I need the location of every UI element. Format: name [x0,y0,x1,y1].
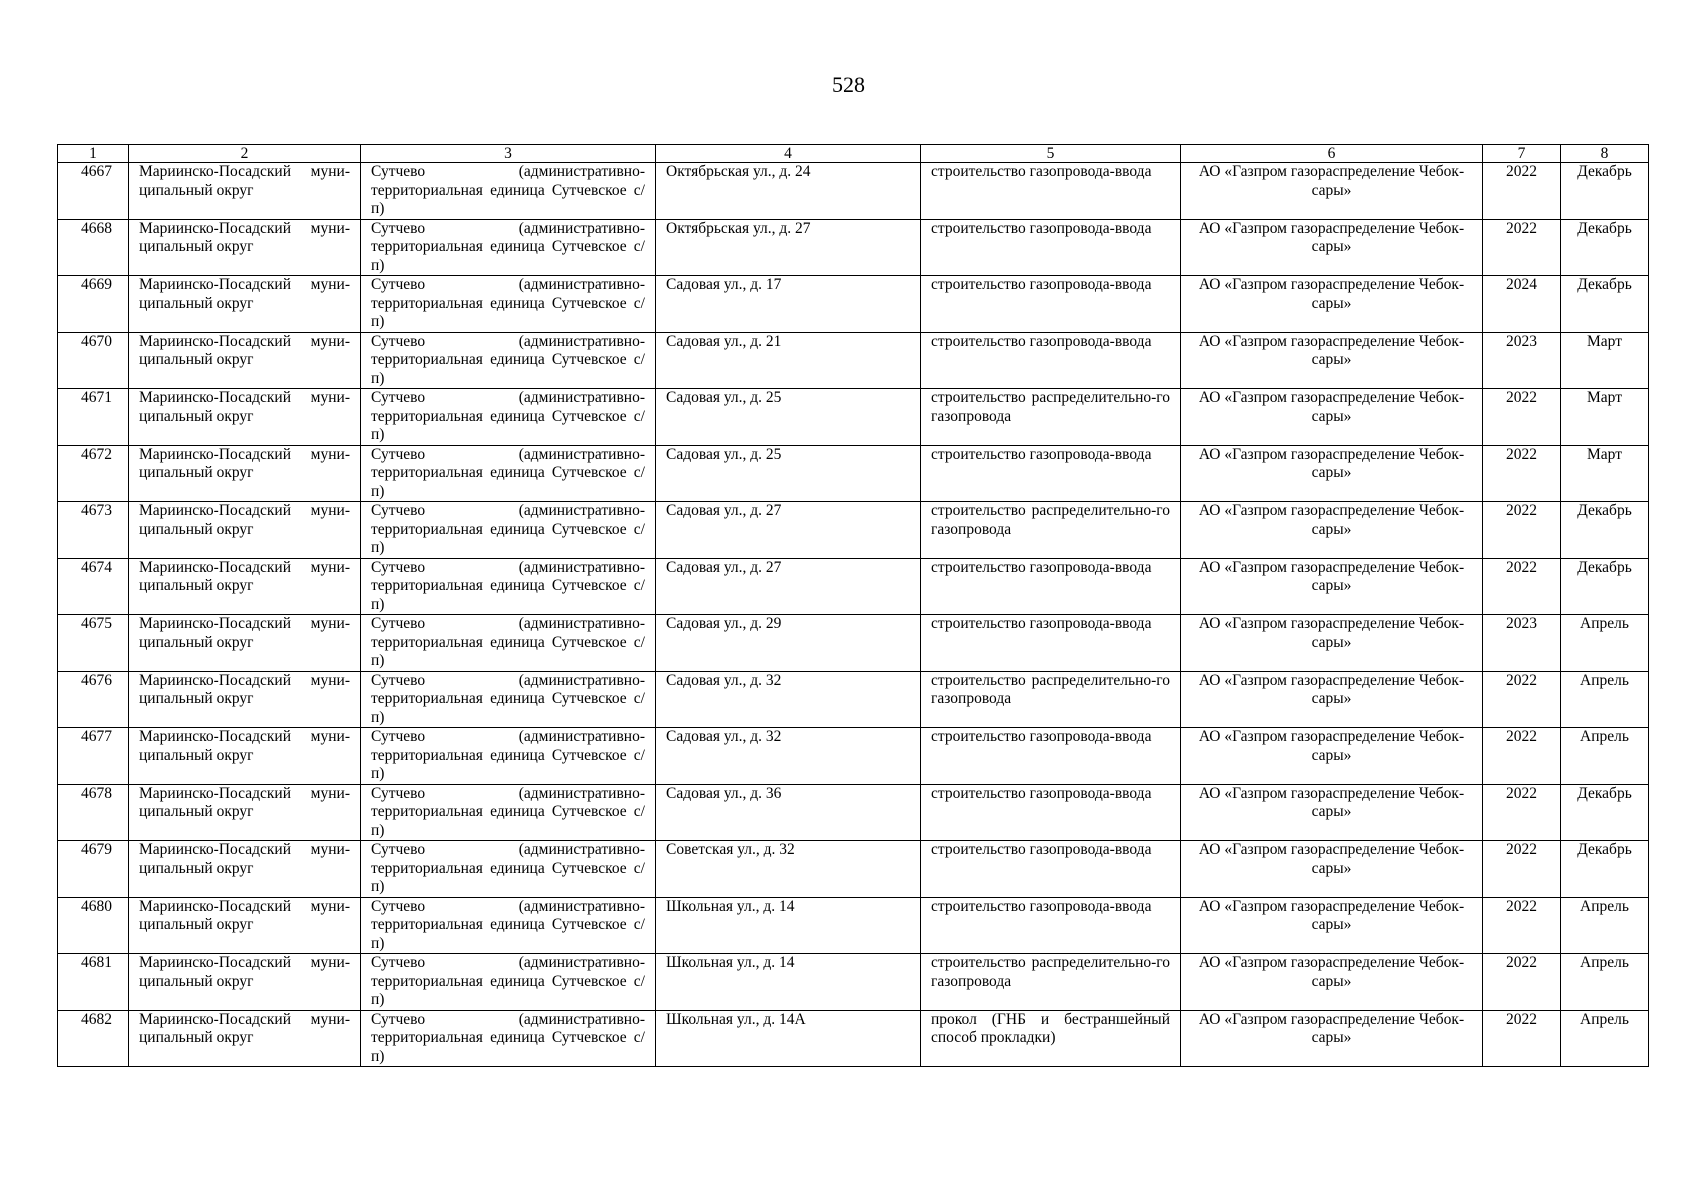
district-cell: Мариинско-Посадский муни-ципальный округ [129,841,361,898]
organization-cell: АО «Газпром газораспределение Чебок-сары» [1181,389,1483,446]
work-type-cell: строительство распределительно-го газопровода [921,389,1181,446]
settlement-cell: Сутчево (административно-территориальная единица Сутчевское с/п) [361,671,656,728]
address-cell: Школьная ул., д. 14А [656,1010,921,1067]
header-col-1: 1 [58,145,129,163]
settlement-cell: Сутчево (административно-территориальная единица Сутчевское с/п) [361,276,656,333]
header-col-4: 4 [656,145,921,163]
month-cell: Декабрь [1561,276,1649,333]
table-row [58,502,1649,559]
district-cell: Мариинско-Посадский муни-ципальный округ [129,728,361,785]
row-number: 4673 [58,502,129,559]
month-cell: Декабрь [1561,219,1649,276]
address-cell: Школьная ул., д. 14 [656,954,921,1011]
year-cell: 2023 [1483,332,1561,389]
work-type-cell: строительство газопровода-ввода [921,558,1181,615]
organization-cell: АО «Газпром газораспределение Чебок-сары» [1181,163,1483,220]
row-number: 4675 [58,615,129,672]
header-col-2: 2 [129,145,361,163]
organization-cell: АО «Газпром газораспределение Чебок-сары» [1181,615,1483,672]
settlement-cell: Сутчево (административно-территориальная единица Сутчевское с/п) [361,163,656,220]
address-cell: Садовая ул., д. 27 [656,502,921,559]
row-number: 4672 [58,445,129,502]
month-cell: Апрель [1561,671,1649,728]
year-cell: 2022 [1483,389,1561,446]
row-number: 4667 [58,163,129,220]
address-cell: Садовая ул., д. 32 [656,671,921,728]
row-number: 4674 [58,558,129,615]
settlement-cell: Сутчево (административно-территориальная единица Сутчевское с/п) [361,502,656,559]
district-cell: Мариинско-Посадский муни-ципальный округ [129,954,361,1011]
settlement-cell: Сутчево (административно-территориальная единица Сутчевское с/п) [361,615,656,672]
table-row [58,558,1649,615]
year-cell: 2022 [1483,1010,1561,1067]
header-col-7: 7 [1483,145,1561,163]
year-cell: 2022 [1483,445,1561,502]
settlement-cell: Сутчево (административно-территориальная единица Сутчевское с/п) [361,728,656,785]
row-number: 4679 [58,841,129,898]
table-row [58,219,1649,276]
row-number: 4670 [58,332,129,389]
row-number: 4671 [58,389,129,446]
header-col-5: 5 [921,145,1181,163]
year-cell: 2022 [1483,502,1561,559]
month-cell: Апрель [1561,728,1649,785]
work-type-cell: строительство газопровода-ввода [921,615,1181,672]
settlement-cell: Сутчево (административно-территориальная единица Сутчевское с/п) [361,784,656,841]
row-number: 4682 [58,1010,129,1067]
work-type-cell: строительство газопровода-ввода [921,784,1181,841]
month-cell: Март [1561,332,1649,389]
address-cell: Садовая ул., д. 27 [656,558,921,615]
year-cell: 2022 [1483,897,1561,954]
district-cell: Мариинско-Посадский муни-ципальный округ [129,558,361,615]
organization-cell: АО «Газпром газораспределение Чебок-сары» [1181,1010,1483,1067]
row-number: 4676 [58,671,129,728]
address-cell: Октябрьская ул., д. 27 [656,219,921,276]
month-cell: Март [1561,445,1649,502]
address-cell: Садовая ул., д. 36 [656,784,921,841]
table-row [58,728,1649,785]
organization-cell: АО «Газпром газораспределение Чебок-сары» [1181,332,1483,389]
work-type-cell: строительство газопровода-ввода [921,445,1181,502]
work-type-cell: прокол (ГНБ и бестраншейный способ прокладки) [921,1010,1181,1067]
table-row [58,332,1649,389]
gas-works-table [57,144,1649,1067]
organization-cell: АО «Газпром газораспределение Чебок-сары» [1181,728,1483,785]
settlement-cell: Сутчево (административно-территориальная единица Сутчевское с/п) [361,445,656,502]
table-row [58,615,1649,672]
month-cell: Апрель [1561,897,1649,954]
work-type-cell: строительство газопровода-ввода [921,163,1181,220]
table-row [58,1010,1649,1067]
month-cell: Декабрь [1561,163,1649,220]
header-col-6: 6 [1181,145,1483,163]
table-row [58,445,1649,502]
work-type-cell: строительство газопровода-ввода [921,219,1181,276]
work-type-cell: строительство газопровода-ввода [921,897,1181,954]
year-cell: 2022 [1483,728,1561,785]
row-number: 4680 [58,897,129,954]
district-cell: Мариинско-Посадский муни-ципальный округ [129,332,361,389]
header-col-3: 3 [361,145,656,163]
table-row [58,784,1649,841]
work-type-cell: строительство газопровода-ввода [921,841,1181,898]
settlement-cell: Сутчево (административно-территориальная единица Сутчевское с/п) [361,219,656,276]
month-cell: Апрель [1561,1010,1649,1067]
address-cell: Садовая ул., д. 32 [656,728,921,785]
year-cell: 2022 [1483,558,1561,615]
page-number: 528 [832,72,865,97]
table-row [58,841,1649,898]
year-cell: 2022 [1483,954,1561,1011]
row-number: 4669 [58,276,129,333]
year-cell: 2024 [1483,276,1561,333]
district-cell: Мариинско-Посадский муни-ципальный округ [129,784,361,841]
year-cell: 2022 [1483,219,1561,276]
settlement-cell: Сутчево (административно-территориальная единица Сутчевское с/п) [361,558,656,615]
year-cell: 2022 [1483,784,1561,841]
address-cell: Советская ул., д. 32 [656,841,921,898]
year-cell: 2022 [1483,841,1561,898]
organization-cell: АО «Газпром газораспределение Чебок-сары» [1181,276,1483,333]
table-row [58,671,1649,728]
address-cell: Садовая ул., д. 17 [656,276,921,333]
month-cell: Декабрь [1561,558,1649,615]
table-row [58,276,1649,333]
organization-cell: АО «Газпром газораспределение Чебок-сары» [1181,954,1483,1011]
month-cell: Апрель [1561,615,1649,672]
district-cell: Мариинско-Посадский муни-ципальный округ [129,1010,361,1067]
table-row [58,954,1649,1011]
settlement-cell: Сутчево (административно-территориальная единица Сутчевское с/п) [361,897,656,954]
address-cell: Садовая ул., д. 25 [656,389,921,446]
settlement-cell: Сутчево (административно-территориальная единица Сутчевское с/п) [361,389,656,446]
month-cell: Декабрь [1561,841,1649,898]
settlement-cell: Сутчево (административно-территориальная единица Сутчевское с/п) [361,1010,656,1067]
organization-cell: АО «Газпром газораспределение Чебок-сары» [1181,219,1483,276]
row-number: 4681 [58,954,129,1011]
year-cell: 2022 [1483,671,1561,728]
district-cell: Мариинско-Посадский муни-ципальный округ [129,276,361,333]
work-type-cell: строительство газопровода-ввода [921,276,1181,333]
work-type-cell: строительство распределительно-го газопровода [921,954,1181,1011]
district-cell: Мариинско-Посадский муни-ципальный округ [129,163,361,220]
organization-cell: АО «Газпром газораспределение Чебок-сары» [1181,784,1483,841]
work-type-cell: строительство газопровода-ввода [921,728,1181,785]
row-number: 4677 [58,728,129,785]
address-cell: Садовая ул., д. 21 [656,332,921,389]
work-type-cell: строительство распределительно-го газопровода [921,671,1181,728]
table-row [58,389,1649,446]
district-cell: Мариинско-Посадский муни-ципальный округ [129,615,361,672]
work-type-cell: строительство газопровода-ввода [921,332,1181,389]
month-cell: Март [1561,389,1649,446]
year-cell: 2023 [1483,615,1561,672]
table-row [58,163,1649,220]
district-cell: Мариинско-Посадский муни-ципальный округ [129,897,361,954]
month-cell: Апрель [1561,954,1649,1011]
organization-cell: АО «Газпром газораспределение Чебок-сары» [1181,558,1483,615]
district-cell: Мариинско-Посадский муни-ципальный округ [129,219,361,276]
year-cell: 2022 [1483,163,1561,220]
row-number: 4678 [58,784,129,841]
district-cell: Мариинско-Посадский муни-ципальный округ [129,389,361,446]
organization-cell: АО «Газпром газораспределение Чебок-сары» [1181,445,1483,502]
settlement-cell: Сутчево (административно-территориальная единица Сутчевское с/п) [361,954,656,1011]
address-cell: Октябрьская ул., д. 24 [656,163,921,220]
row-number: 4668 [58,219,129,276]
month-cell: Декабрь [1561,502,1649,559]
table-header-row [58,145,1649,163]
district-cell: Мариинско-Посадский муни-ципальный округ [129,445,361,502]
table-row [58,897,1649,954]
settlement-cell: Сутчево (административно-территориальная единица Сутчевское с/п) [361,841,656,898]
organization-cell: АО «Газпром газораспределение Чебок-сары» [1181,841,1483,898]
month-cell: Декабрь [1561,784,1649,841]
organization-cell: АО «Газпром газораспределение Чебок-сары» [1181,897,1483,954]
organization-cell: АО «Газпром газораспределение Чебок-сары» [1181,671,1483,728]
address-cell: Садовая ул., д. 25 [656,445,921,502]
address-cell: Школьная ул., д. 14 [656,897,921,954]
header-col-8: 8 [1561,145,1649,163]
organization-cell: АО «Газпром газораспределение Чебок-сары» [1181,502,1483,559]
district-cell: Мариинско-Посадский муни-ципальный округ [129,671,361,728]
settlement-cell: Сутчево (административно-территориальная единица Сутчевское с/п) [361,332,656,389]
table-body [58,163,1649,1067]
address-cell: Садовая ул., д. 29 [656,615,921,672]
district-cell: Мариинско-Посадский муни-ципальный округ [129,502,361,559]
work-type-cell: строительство распределительно-го газопровода [921,502,1181,559]
